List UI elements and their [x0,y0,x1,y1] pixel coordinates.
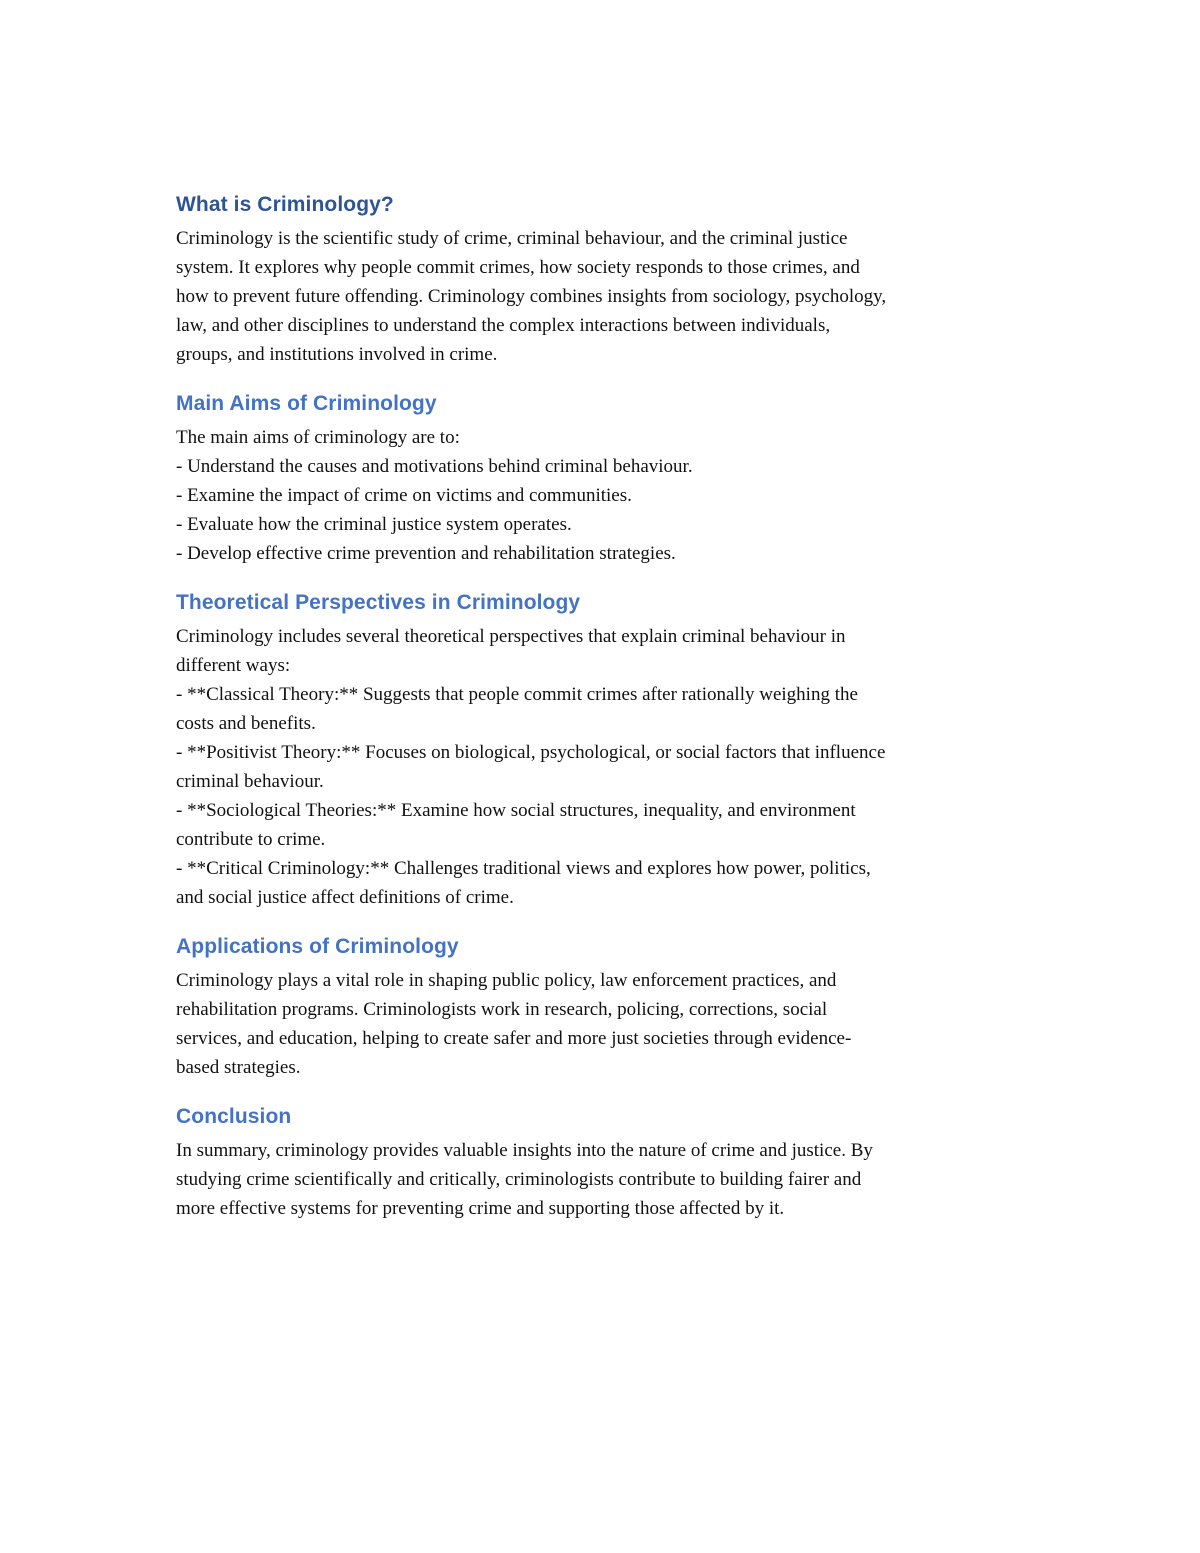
paragraph-line: In summary, criminology provides valuable insights into the nature of crime and justice. By [176,1140,873,1161]
section-applications [176,932,1036,1082]
paragraph-line: Criminology plays a vital role in shaping public policy, law enforcement practices, and [176,970,837,991]
section-heading: Conclusion [176,1105,292,1128]
list-item-continuation: contribute to crime. [176,829,326,850]
section-theoretical-perspectives [176,588,1036,912]
section-what-is-criminology [176,190,1036,369]
document-body [176,190,1036,1243]
list-item: - **Critical Criminology:** Challenges traditional views and explores how power, politics, [176,858,871,879]
paragraph-line: how to prevent future offending. Criminology combines insights from sociology, psychology, [176,286,887,307]
paragraph-line: rehabilitation programs. Criminologists work in research, policing, corrections, social [176,999,828,1020]
section-heading: Theoretical Perspectives in Criminology [176,591,581,614]
paragraph-line: different ways: [176,655,291,676]
paragraph-line: based strategies. [176,1057,301,1078]
paragraph-line: Criminology includes several theoretical perspectives that explain criminal behaviour in [176,626,846,647]
paragraph-line: groups, and institutions involved in crime. [176,344,498,365]
section-heading: Main Aims of Criminology [176,392,437,415]
paragraph-line: The main aims of criminology are to: [176,427,460,448]
list-item: - Develop effective crime prevention and rehabilitation strategies. [176,543,676,564]
list-item-continuation: costs and benefits. [176,713,316,734]
section-heading: Applications of Criminology [176,935,459,958]
paragraph-line: services, and education, helping to create safer and more just societies through evidence- [176,1028,852,1049]
list-item: - Examine the impact of crime on victims and communities. [176,485,632,506]
list-item: - Understand the causes and motivations behind criminal behaviour. [176,456,693,477]
paragraph-line: law, and other disciplines to understand the complex interactions between individuals, [176,315,831,336]
section-conclusion [176,1102,1036,1223]
list-item: - **Sociological Theories:** Examine how social structures, inequality, and environment [176,800,856,821]
paragraph-line: Criminology is the scientific study of crime, criminal behaviour, and the criminal justice [176,228,848,249]
list-item: - **Classical Theory:** Suggests that people commit crimes after rationally weighing the [176,684,858,705]
section-heading: What is Criminology? [176,193,394,216]
paragraph-line: more effective systems for preventing crime and supporting those affected by it. [176,1198,785,1219]
list-item: - Evaluate how the criminal justice system operates. [176,514,572,535]
paragraph-line: studying crime scientifically and critically, criminologists contribute to building fairer and [176,1169,862,1190]
list-item: - **Positivist Theory:** Focuses on biological, psychological, or social factors that influence [176,742,886,763]
paragraph-line: system. It explores why people commit crimes, how society responds to those crimes, and [176,257,860,278]
list-item-continuation: and social justice affect definitions of crime. [176,887,514,908]
section-main-aims [176,389,1036,568]
list-item-continuation: criminal behaviour. [176,771,324,792]
